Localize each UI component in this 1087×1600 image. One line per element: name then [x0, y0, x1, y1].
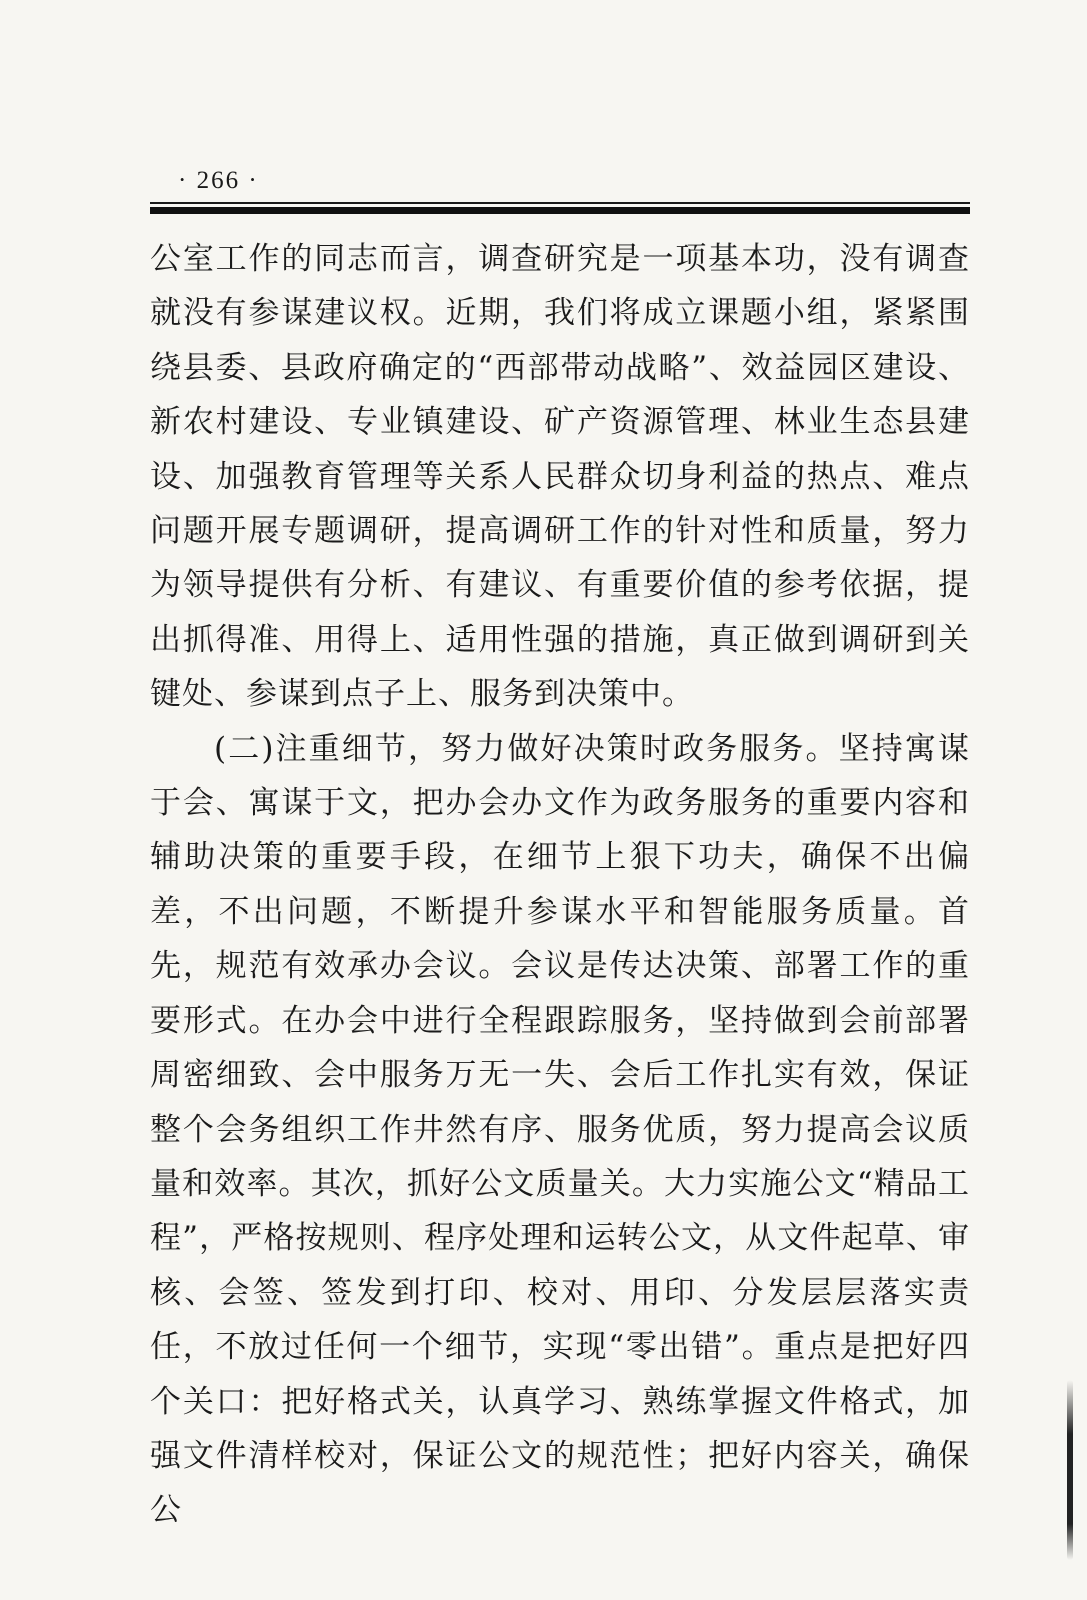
header-rule-thin	[150, 202, 970, 204]
scan-edge-mark	[1067, 1380, 1073, 1560]
body-text	[150, 232, 970, 1538]
paragraph-continued: 公室工作的同志而言，调查研究是一项基本功，没有调查就没有参谋建议权。近期，我们将成立课题小组，紧紧围绕县委、县政府确定的“西部带动战略”、效益园区建设、新农村建设、专业镇建设、矿产资源管理、林业生态县建设、加强教育管理等关系人民群众切身利益的热点、难点问题开展专题调研，提高调研工作的针对性和质量，努力为领导提供有分析、有建议、有重要价值的参考依据，提出抓得准、用得上、适用性强的措施，真正做到调研到关键处、参谋到点子上、服务到决策中。	[150, 241, 970, 713]
page-number: · 266 ·	[178, 167, 259, 194]
paragraph-section-two: (二)注重细节，努力做好决策时政务服务。坚持寓谋于会、寓谋于文，把办会办文作为政务服务的重要内容和辅助决策的重要手段，在细节上狠下功夫，确保不出偏差，不出问题，不断提升参谋水平和智能服务质量。首先，规范有效承办会议。会议是传达决策、部署工作的重要形式。在办会中进行全程跟踪服务，坚持做到会前部署周密细致、会中服务万无一失、会后工作扎实有效，保证整个会务组织工作井然有序、服务优质，努力提高会议质量和效率。其次，抓好公文质量关。大力实施公文“精品工程”，严格按规则、程序处理和运转公文，从文件起草、审核、会签、签发到打印、校对、用印、分发层层落实责任，不放过任何一个细节，实现“零出错”。重点是把好四个关口：把好格式关，认真学习、熟练掌握文件格式，加强文件清样校对，保证公文的规范性；把好内容关，确保公	[150, 730, 970, 1529]
header-rule-thick	[150, 207, 970, 214]
page-header	[150, 166, 970, 196]
